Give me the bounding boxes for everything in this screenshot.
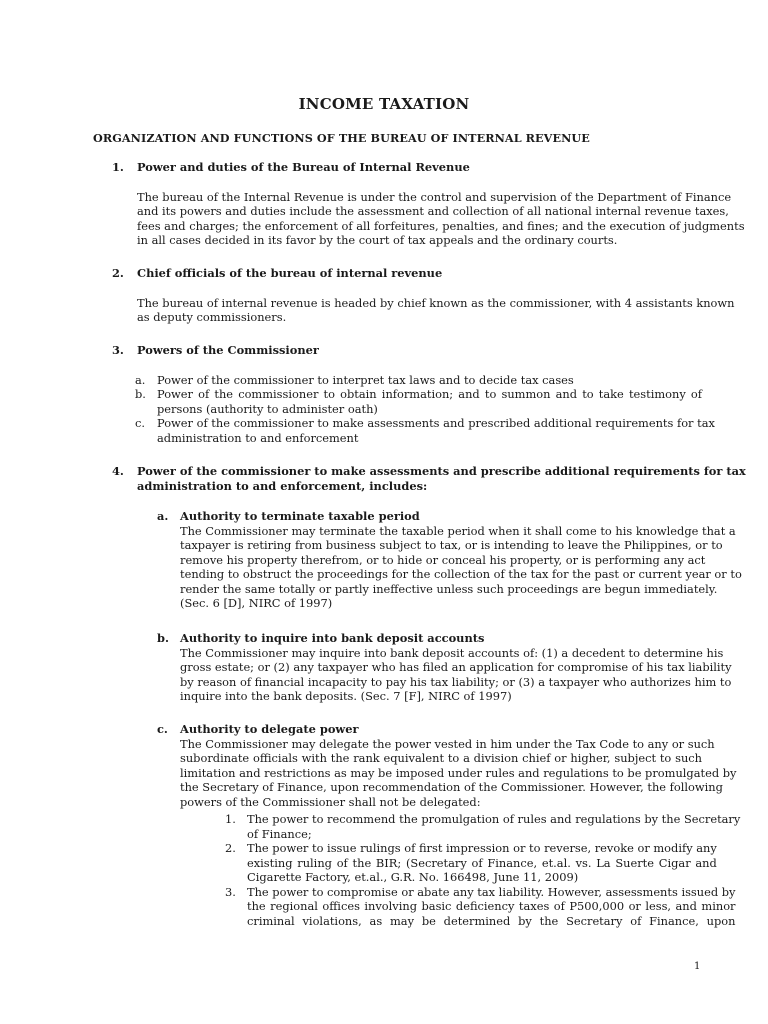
paragraph-line: The bureau of the Internal Revenue is under the control and supervision of the Department of Finance: [137, 189, 732, 204]
subsection-paragraph: [157, 736, 737, 810]
paragraph-line: (Sec. 6 [D], NIRC of 1997): [180, 596, 333, 610]
paragraph-line: in all cases decided in its favor by the court of tax appeals and the ordinary courts.: [137, 233, 618, 247]
item-line: Power of the commissioner to make assessments and prescribed additional requirements for tax: [157, 416, 715, 430]
section-title-line: Power of the commissioner to make assessments and prescribe additional requirements for tax: [137, 464, 746, 478]
document-subtitle: ORGANIZATION AND FUNCTIONS OF THE BUREAU OF INTERNAL REVENUE: [93, 131, 590, 145]
item-number: 1.: [225, 812, 236, 826]
paragraph-line: The bureau of internal revenue is headed by chief known as the commissioner, with 4 assistants known: [137, 295, 735, 310]
item-number: 3.: [225, 884, 236, 899]
section-title: Powers of the Commissioner: [137, 343, 319, 357]
paragraph-line: taxpayer is retiring from business subject to tax, or is intending to leave the Philippines, or to: [180, 538, 723, 552]
subsection-letter: b.: [157, 631, 169, 645]
item-letter: c.: [135, 416, 146, 430]
item-number: 2.: [225, 841, 236, 855]
subsection-title: Authority to terminate taxable period: [180, 509, 420, 523]
item-line: administration to and enforcement: [157, 430, 359, 445]
subsection-paragraph: [157, 523, 742, 611]
subsection-letter: a.: [157, 509, 169, 523]
subsection-heading: [157, 631, 702, 646]
item-line: criminal violations, as may be determined by the Secretary of Finance, upon: [247, 913, 736, 928]
paragraph-line: powers of the Commissioner shall not be delegated:: [180, 794, 481, 809]
paragraph-line: as deputy commissioners.: [137, 310, 287, 324]
section-heading: [112, 343, 702, 358]
paragraph-line: tending to obstruct the proceedings for the collection of the tax for the past or current year or to: [180, 567, 742, 581]
section-heading: [112, 464, 746, 493]
document-title: INCOME TAXATION: [298, 95, 470, 113]
non-delegable-powers-list: [225, 812, 741, 928]
paragraph-line: The Commissioner may inquire into bank deposit accounts of: (1) a decedent to determine his: [180, 645, 724, 660]
section-2: [112, 266, 735, 325]
paragraph-line: the Secretary of Finance, upon recommendation of the Commissioner. However, the following: [180, 780, 723, 794]
item-line: The power to recommend the promulgation of rules and regulations by the Secretary: [247, 812, 741, 826]
subsection-letter: c.: [157, 722, 168, 736]
paragraph-line: inquire into the bank deposits. (Sec. 7 [F], NIRC of 1997): [180, 689, 512, 703]
subsection-heading: [157, 509, 702, 524]
item-letter: a.: [135, 372, 146, 387]
paragraph-line: render the same totally or partly ineffective unless such proceedings are begun immediately.: [180, 581, 718, 596]
paragraph-line: The Commissioner may terminate the taxable period when it shall come to his knowledge that a: [180, 523, 736, 538]
item-line: existing ruling of the BIR; (Secretary of Finance, et.al. vs. La Suerte Cigar and: [247, 855, 717, 870]
section-number: 4.: [112, 464, 124, 478]
paragraph-line: by reason of financial incapacity to pay his tax liability; or (3) a taxpayer who authorizes him to: [180, 674, 732, 689]
subsection-paragraph: [157, 645, 732, 704]
item-line: Power of the commissioner to obtain information; and to summon and to take testimony of: [157, 387, 702, 401]
section-number: 3.: [112, 343, 124, 357]
paragraph-line: subordinate officials with the rank equivalent to a division chief or higher, subject to such: [180, 751, 702, 765]
section-title-line: administration to and enforcement, includes:: [137, 478, 428, 493]
subsection-title: Authority to inquire into bank deposit accounts: [180, 631, 485, 645]
section-number: 2.: [112, 266, 124, 280]
list-item: [225, 812, 741, 841]
subsection-title: Authority to delegate power: [180, 722, 359, 736]
paragraph-line: gross estate; or (2) any taxpayer who has filed an application for compromise of his tax liability: [180, 660, 732, 674]
subsection-heading: [157, 722, 702, 737]
subsection-a: [157, 509, 742, 611]
page-number: 1: [694, 961, 701, 972]
section-3: [112, 343, 715, 445]
subsection-b: [157, 631, 732, 704]
section-heading: [112, 266, 702, 281]
section-title: Power and duties of the Bureau of Internal Revenue: [137, 160, 470, 174]
section-4: [112, 464, 746, 493]
section-number: 1.: [112, 160, 124, 174]
list-item: [135, 373, 702, 388]
section-paragraph: [112, 295, 735, 325]
section-heading: [112, 160, 702, 175]
item-letter: b.: [135, 387, 146, 401]
section-1: [112, 160, 745, 248]
paragraph-line: remove his property therefrom, or to hide or conceal his property, or is performing any act: [180, 552, 706, 567]
paragraph-line: fees and charges; the enforcement of all forfeitures, penalties, and fines; and the execution of judgments: [137, 218, 745, 233]
subsection-c: [157, 722, 737, 809]
section-title: Chief officials of the bureau of internal revenue: [137, 266, 443, 280]
item-line: persons (authority to administer oath): [157, 401, 378, 416]
item-line: Power of the commissioner to interpret tax laws and to decide tax cases: [157, 372, 574, 387]
powers-list: [112, 372, 715, 446]
item-line: the regional offices involving basic deficiency taxes of P500,000 or less, and minor: [247, 899, 736, 913]
list-item: [225, 884, 736, 929]
item-line: Cigarette Factory, et.al., G.R. No. 166498, June 11, 2009): [247, 870, 579, 884]
list-item: [135, 387, 702, 416]
paragraph-line: limitation and restrictions as may be imposed under rules and regulations to be promulgated by: [180, 765, 737, 780]
paragraph-line: The Commissioner may delegate the power vested in him under the Tax Code to any or such: [180, 736, 715, 751]
item-line: The power to issue rulings of first impression or to reverse, revoke or modify any: [247, 841, 717, 855]
list-item: [225, 841, 717, 885]
item-line: of Finance;: [247, 826, 312, 841]
list-item: [135, 416, 715, 445]
paragraph-line: and its powers and duties include the assessment and collection of all national internal revenue taxes,: [137, 204, 729, 218]
section-paragraph: [112, 189, 745, 248]
item-line: The power to compromise or abate any tax liability. However, assessments issued by: [247, 884, 736, 899]
